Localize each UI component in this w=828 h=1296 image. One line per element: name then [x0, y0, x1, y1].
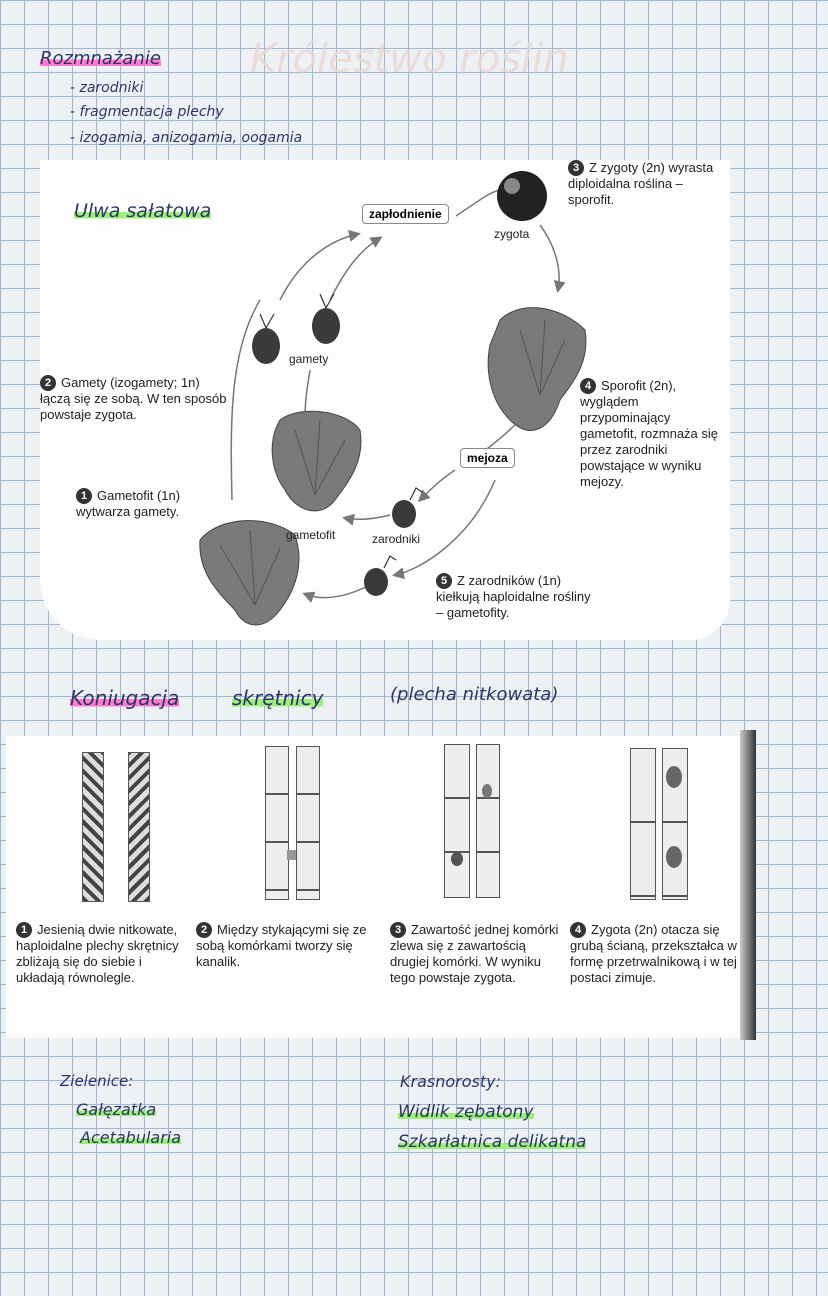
green-algae-title: Zielenice: [60, 1072, 134, 1090]
notes-item-2: - fragmentacja plechy [70, 104, 224, 120]
green-algae-item-1: Gałęzatka [76, 1100, 157, 1119]
red-algae-title: Krasnorosty: [400, 1072, 501, 1091]
conjugation-step-4: 4 Zygota (2n) otacza się grubą ścianą, przekształca w formę przetrwalnikową i w tej postaci zimuje. [570, 922, 737, 985]
zygote-label: zygota [494, 227, 530, 241]
step-number: 2 [40, 375, 56, 391]
ulva-step-5: 5 Z zarodników (1n) kiełkują haploidalne rośliny – gametofity. [436, 573, 591, 620]
conjugation-heading-note: (plecha nitkowata) [390, 684, 559, 705]
notes-item-1: - zarodniki [70, 80, 144, 96]
conjugation-step-2: 2 Między stykającymi się ze sobą komórkami tworzy się kanalik. [196, 922, 367, 969]
step-number: 1 [76, 488, 92, 504]
conjugation-heading-species: skrętnicy [232, 686, 324, 710]
spore-2 [364, 568, 388, 596]
spores-label: zarodniki [372, 532, 421, 546]
conjugation-step-3: 3 Zawartość jednej komórki zlewa się z zawartością drugiej komórki. W wyniku tego powstaje zygota. [390, 922, 559, 985]
green-algae-item-2: Acetabularia [80, 1128, 182, 1147]
ulva-heading: Ulwa sałatowa [74, 200, 212, 222]
step-number: 2 [196, 922, 212, 938]
faint-heading: Królestwo roślin [250, 36, 569, 82]
meiosis-label: mejoza [460, 448, 515, 468]
gamete-2 [312, 308, 340, 344]
ulva-step-1: 1 Gametofit (1n) wytwarza gamety. [76, 488, 181, 519]
step-number: 3 [390, 922, 406, 938]
step-number: 4 [580, 378, 596, 394]
red-algae-item-2: Szkarłatnica delikatna [398, 1132, 587, 1152]
ulva-step-4: 4 Sporofit (2n), wyglądem przypominający gametofit, rozmnaża się przez zarodniki powstające w wyniku mejozy. [580, 378, 719, 489]
step-number: 1 [16, 922, 32, 938]
notes-item-3: - izogamia, anizogamia, oogamia [70, 130, 303, 146]
ulva-step-3: 3 Z zygoty (2n) wyrasta diploidalna roślina – sporofit. [568, 160, 714, 207]
notes-title: Rozmnażanie [40, 48, 161, 69]
ulva-step-2: 2 Gamety (izogamety; 1n) łączą się ze sobą. W ten sposób powstaje zygota. [40, 375, 227, 422]
conjugation-step-1: 1 Jesienią dwie nitkowate, haploidalne plechy skrętnicy zbliżają się do siebie i układają równolegle. [16, 922, 179, 985]
gametes-label: gamety [289, 352, 329, 366]
step-number: 3 [568, 160, 584, 176]
red-algae-item-1: Widlik zębatony [398, 1102, 534, 1122]
step-number: 4 [570, 922, 586, 938]
gametophyte-thallus-1 [272, 411, 361, 511]
fertilization-label: zapłodnienie [362, 204, 449, 224]
sporophyte-thallus [488, 308, 586, 431]
gametophyte-label: gametofit [286, 528, 336, 542]
step-number: 5 [436, 573, 452, 589]
card-edge-shadow [740, 730, 756, 1040]
spore-1 [392, 500, 416, 528]
zygote-cell [497, 171, 547, 221]
gametophyte-thallus-2 [200, 521, 299, 625]
conjugation-heading: Koniugacja [70, 686, 180, 710]
gamete-1 [252, 328, 280, 364]
